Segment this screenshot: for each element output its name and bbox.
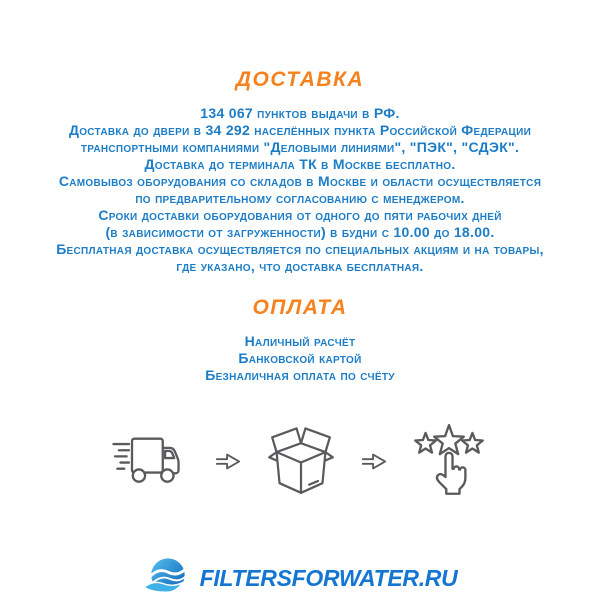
payment-line: Наличный расчёт	[244, 333, 356, 349]
open-box-icon	[264, 420, 338, 502]
delivery-line: 134 067 пунктов выдачи в РФ.	[200, 105, 400, 121]
delivery-line: где указано, что доставка бесплатная.	[176, 258, 424, 274]
delivery-section-title: ДОСТАВКА	[235, 68, 365, 91]
delivery-truck-icon	[112, 433, 192, 489]
arrow-right-icon	[361, 452, 387, 471]
delivery-text-block	[0, 105, 600, 275]
delivery-line: Бесплатная доставка осуществляется по специальных акциям и на товары,	[56, 241, 544, 257]
payment-line: Безналичная оплата по счёту	[205, 367, 395, 383]
delivery-line: транспортными компаниями "Деловыми линиями", "ПЭК", "СДЭК".	[80, 139, 520, 155]
water-wave-logo-icon	[143, 555, 191, 600]
brand-name: FILTERSFORWATER.RU	[199, 565, 458, 591]
process-icons-row	[0, 417, 600, 505]
delivery-line: (в зависимости от загруженности) в будни с 10.00 до 18.00.	[105, 224, 495, 240]
arrow-right-icon	[215, 452, 241, 471]
rating-stars-hand-icon	[410, 419, 488, 503]
delivery-line: по предварительному согласованию с менеджером.	[135, 190, 465, 206]
delivery-line: Доставка до двери в 34 292 населённых пункта Российской Федерации	[68, 122, 532, 138]
payment-section-title: ОПЛАТА	[252, 296, 348, 319]
payment-text-block	[0, 333, 600, 384]
delivery-line: Самовывоз оборудования со складов в Москве и области осуществляется	[58, 173, 542, 189]
site-logo	[0, 555, 600, 600]
delivery-line: Сроки доставки оборудования от одного до пяти рабочих дней	[98, 207, 502, 223]
payment-line: Банковской картой	[238, 350, 362, 366]
delivery-line: Доставка до терминала ТК в Москве бесплатно.	[144, 156, 456, 172]
